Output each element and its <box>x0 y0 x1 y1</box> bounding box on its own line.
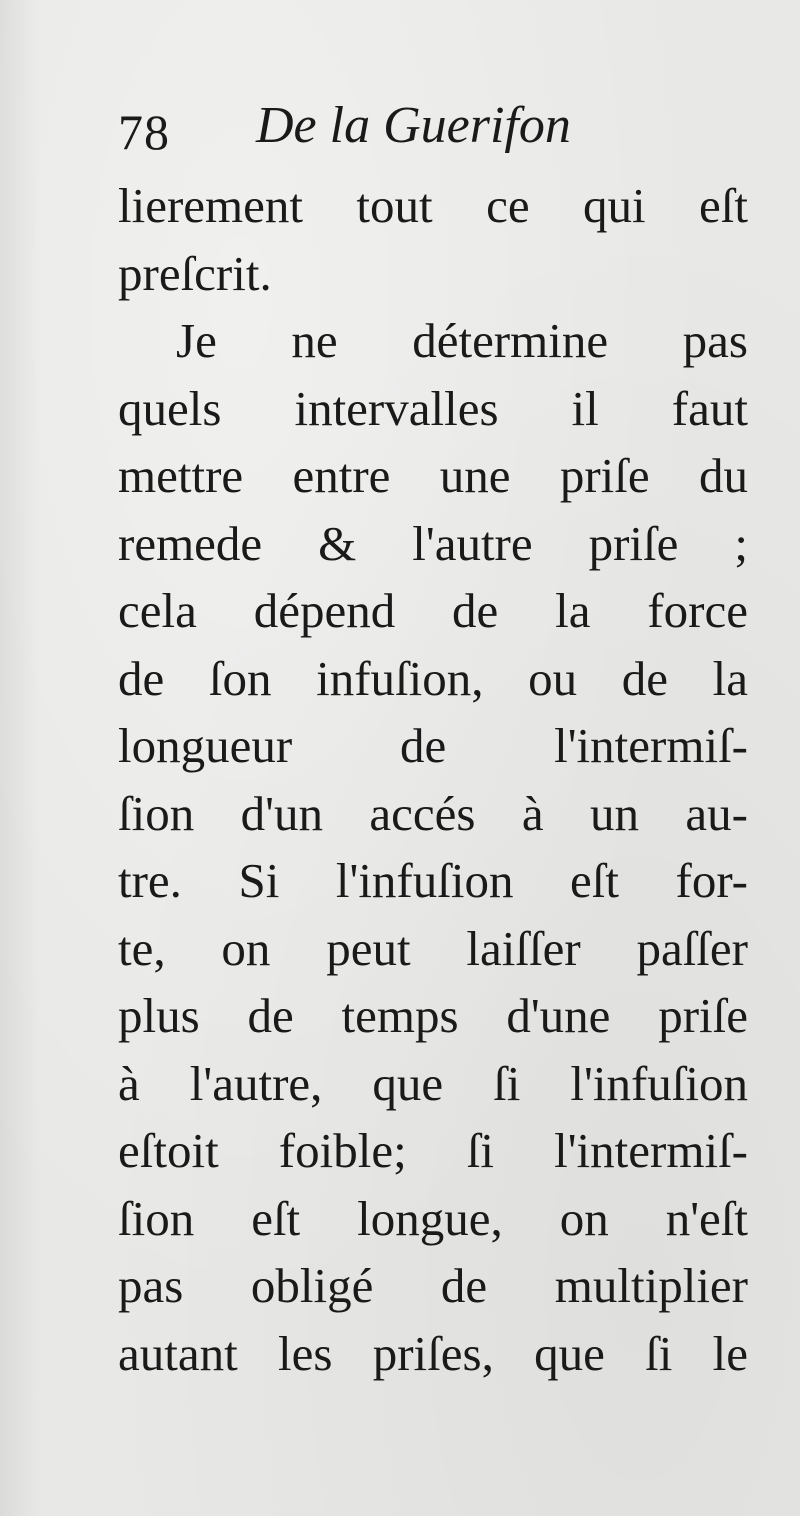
text-line: eſtoit foible; ſi l'intermiſ- <box>118 1123 748 1178</box>
text-line: longueur de l'intermiſ- <box>118 718 748 773</box>
running-head: De la Guerifon <box>256 97 571 154</box>
text-line: quels intervalles il faut <box>118 380 748 436</box>
text-line: ſion eſt longue, on n'eſt <box>118 1190 748 1246</box>
text-line: lierement tout ce qui eſt <box>118 178 748 233</box>
page-gutter-shadow <box>0 0 40 1516</box>
text-line: pas obligé de multiplier <box>118 1258 748 1313</box>
text-line: autant les priſes, que ſi le <box>118 1325 748 1381</box>
text-line: remede & l'autre priſe ; <box>118 515 748 571</box>
text-line: Je ne détermine pas <box>176 313 748 368</box>
text-line: à l'autre, que ſi l'infuſion <box>118 1055 748 1111</box>
text-line: te, on peut laiſſer paſſer <box>118 920 748 976</box>
text-line: preſcrit. <box>118 245 272 301</box>
text-line: mettre entre une priſe du <box>118 448 748 503</box>
text-line: de ſon infuſion, ou de la <box>118 650 748 706</box>
body-text <box>118 172 758 1387</box>
text-line: tre. Si l'infuſion eſt for- <box>118 853 748 908</box>
text-line: cela dépend de la force <box>118 583 748 638</box>
page-number: 78 <box>118 104 170 160</box>
text-line: ſion d'un accés à un au- <box>118 785 748 841</box>
text-line: plus de temps d'une priſe <box>118 988 748 1043</box>
page-header <box>118 96 758 166</box>
